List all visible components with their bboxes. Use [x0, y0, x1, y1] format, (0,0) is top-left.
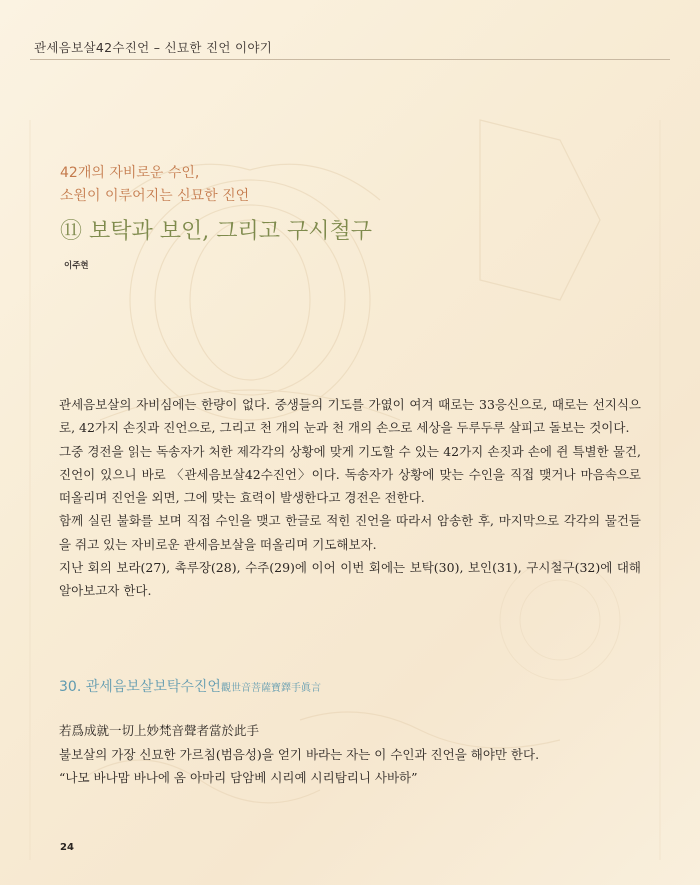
body-paragraph-1: 관세음보살의 자비심에는 한량이 없다. 중생들의 기도를 가엾이 여겨 때로는 33응신으로, 때로는 선지식으로, 42가지 손짓과 진언으로, 그리고 천 개의 눈과 천 개의 손으로 세상을 두루두루 살피고 돌보는 것이다. [59, 397, 641, 436]
page-number: 24 [60, 842, 74, 853]
header-divider [30, 59, 670, 60]
mantra-translation: 불보살의 가장 신묘한 가르침(범음성)을 얻기 바라는 자는 이 수인과 진언을 해야만 한다. [59, 746, 540, 762]
mantra-block [59, 719, 649, 790]
subtitle-line-1: 42개의 자비로운 수인, [60, 165, 200, 181]
body-paragraph-4: 지난 회의 보라(27), 촉루장(28), 수주(29)에 이어 이번 회에는 보탁(30), 보인(31), 구시철구(32)에 대해 알아보고자 한다. [59, 560, 641, 599]
section-heading [59, 676, 321, 696]
running-title: 관세음보살42수진언 – 신묘한 진언 이야기 [34, 40, 273, 55]
article-subtitle [60, 162, 249, 208]
section-heading-title: 30. 관세음보살보탁수진언 [59, 679, 221, 695]
author-name: 이주현 [64, 261, 89, 271]
section-heading-hanja: 觀世音菩薩寶鐸手眞言 [220, 683, 321, 694]
article-title: ⑪ 보탁과 보인, 그리고 구시철구 [60, 219, 372, 244]
body-paragraph-2: 그중 경전을 읽는 독송자가 처한 제각각의 상황에 맞게 기도할 수 있는 42가지 손짓과 손에 쥔 특별한 물건, 진언이 있으니 바로 〈관세음보살42수진언〉이다. 독송자가 상황에 맞는 수인을 직접 맺거나 마음속으로 떠올리며 진언을 외면, 그에 맞는 효력이 발생한다고 경전은 전한다. [59, 443, 641, 506]
mantra-chant: “나모 바나맘 바나에 옴 아마리 담암베 시리예 시리탐리니 사바하” [59, 770, 418, 785]
body-paragraph-3: 함께 실린 불화를 보며 직접 수인을 맺고 한글로 적힌 진언을 따라서 암송한 후, 마지막으로 각각의 물건들을 쥐고 있는 자비로운 관세음보살을 떠올리며 기도해보자. [59, 513, 641, 552]
article-body [59, 393, 641, 603]
mantra-hanja-line: 若爲成就一切上妙梵音聲者當於此手 [59, 723, 260, 738]
subtitle-line-2: 소원이 이루어지는 신묘한 진언 [60, 188, 250, 204]
